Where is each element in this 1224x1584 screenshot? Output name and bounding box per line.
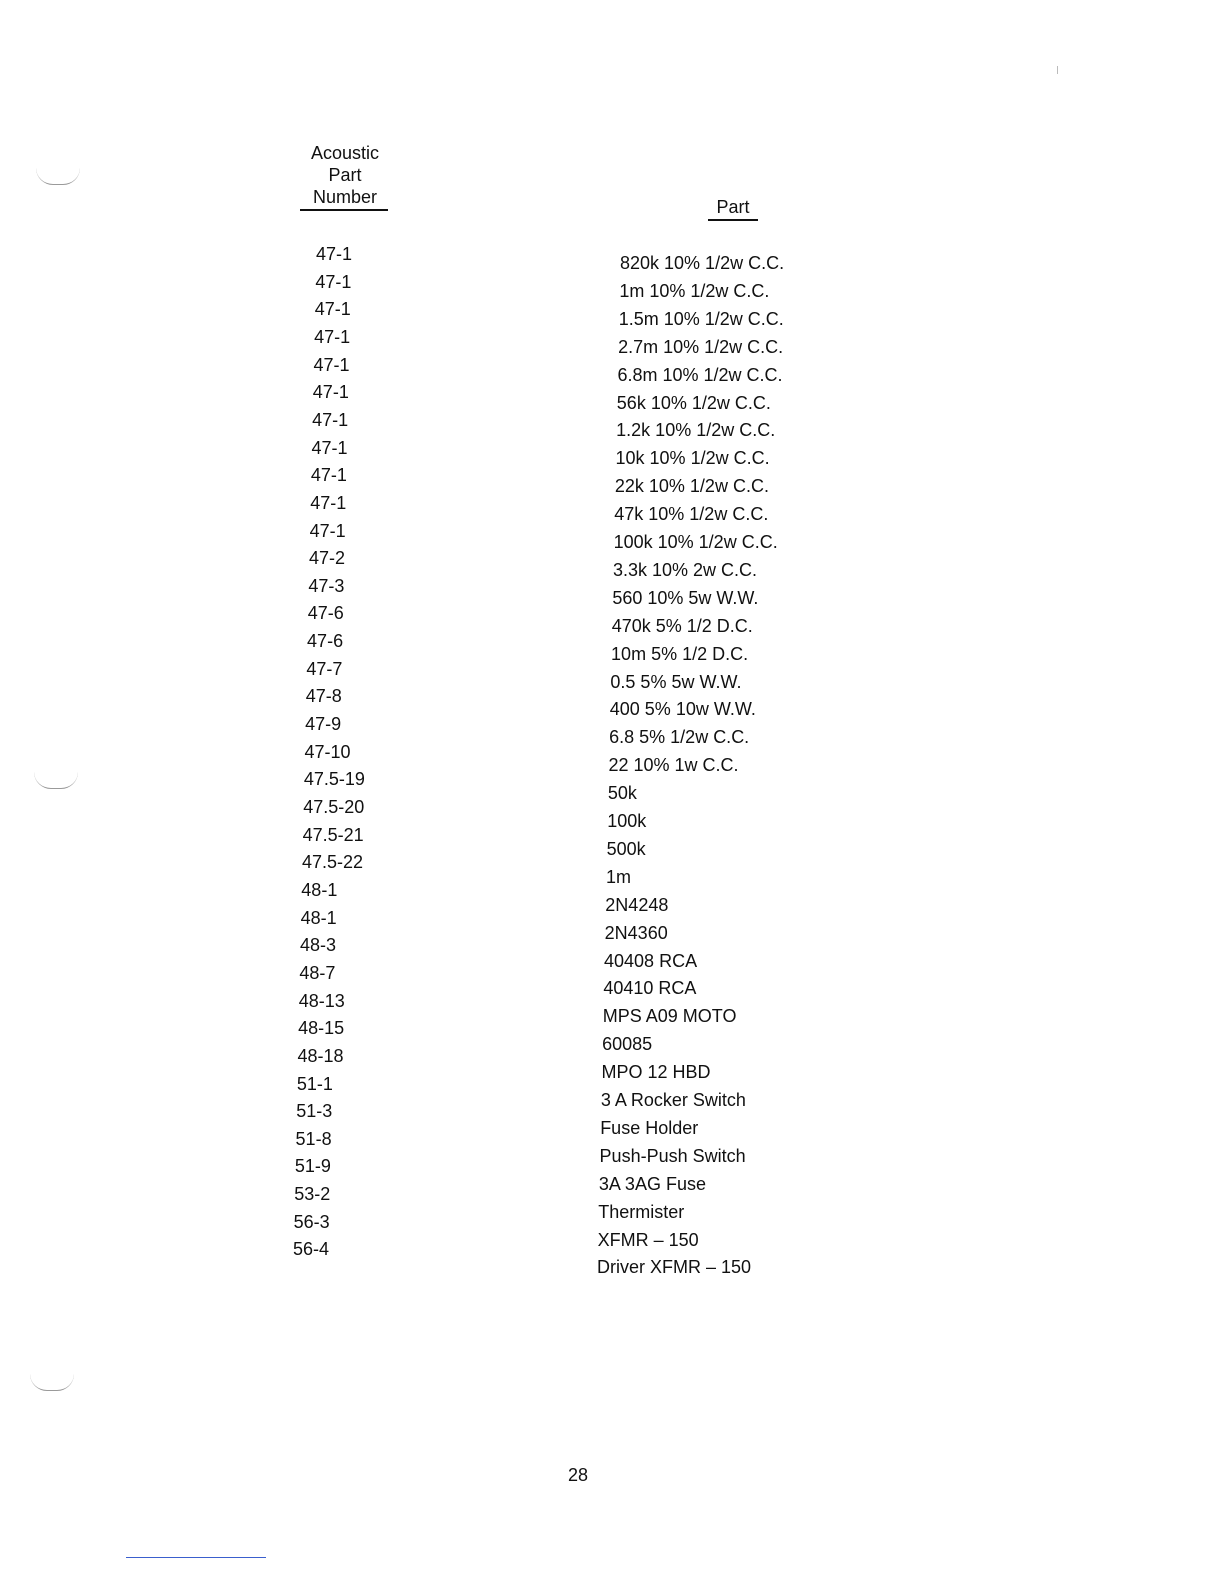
column-header-part-number	[300, 142, 390, 211]
part-number-cell: 48-1	[300, 907, 337, 928]
part-description-cell: 400 5% 10w W.W.	[609, 699, 756, 720]
part-number-cell: 48-15	[298, 1018, 345, 1039]
part-description-cell: 1.5m 10% 1/2w C.C.	[618, 308, 784, 329]
scan-speck	[1057, 66, 1058, 74]
header-underline-number	[300, 209, 388, 211]
part-description-cell: Push-Push Switch	[599, 1145, 746, 1166]
part-description-cell: 56k 10% 1/2w C.C.	[616, 392, 771, 413]
header-line-number: Number	[312, 187, 378, 207]
part-description-cell: 560 10% 5w W.W.	[612, 587, 759, 608]
part-number-cell: 51-8	[295, 1128, 332, 1149]
part-description-cell: 3.3k 10% 2w C.C.	[612, 559, 758, 580]
part-number-cell: 47-9	[305, 714, 342, 735]
part-number-cell: 48-13	[298, 990, 345, 1011]
part-number-cell: 51-1	[296, 1073, 333, 1094]
column-header-part	[708, 196, 758, 221]
part-description-cell: 2N4360	[604, 922, 668, 943]
part-number-cell: 47.5-19	[303, 769, 365, 790]
page-number: 28	[567, 1465, 589, 1485]
part-number-cell: 47-1	[312, 409, 349, 430]
part-description-cell: Driver XFMR – 150	[597, 1257, 752, 1278]
part-number-cell: 51-9	[294, 1156, 331, 1177]
part-description-cell: 6.8 5% 1/2w C.C.	[609, 727, 750, 748]
part-description-cell: 60085	[602, 1034, 653, 1055]
part-number-cell: 47.5-22	[301, 852, 363, 873]
part-number-cell: 47-1	[315, 271, 352, 292]
part-description-cell: XFMR – 150	[597, 1229, 699, 1250]
part-description-cell: MPO 12 HBD	[601, 1062, 711, 1083]
part-number-cell: 47-1	[312, 382, 349, 403]
part-description-cell: 40408 RCA	[604, 950, 698, 971]
part-number-cell: 47.5-20	[303, 797, 365, 817]
part-number-cell: 47.5-21	[302, 824, 364, 845]
part-description-cell: Fuse Holder	[600, 1117, 699, 1138]
part-number-cell: 47-1	[316, 244, 353, 264]
binder-hole-mark-bottom	[30, 1374, 74, 1391]
header-line-part-label: Part	[716, 197, 750, 217]
part-description-cell: Thermister	[598, 1201, 685, 1222]
part-description-cell: 0.5 5% 5w W.W.	[610, 671, 742, 692]
part-description-cell: 3A 3AG Fuse	[598, 1173, 706, 1194]
part-number-cell: 48-3	[300, 935, 337, 956]
part-description-cell: 10k 10% 1/2w C.C.	[615, 448, 770, 469]
part-number-cell: 48-7	[299, 962, 336, 983]
footer-rule	[126, 1557, 266, 1558]
part-number-cell: 48-18	[297, 1045, 344, 1066]
part-number-cell: 47-2	[308, 548, 345, 569]
part-number-cell: 56-4	[293, 1239, 330, 1260]
part-description-cell: 1m 10% 1/2w C.C.	[619, 280, 770, 301]
part-description-cell: 6.8m 10% 1/2w C.C.	[617, 364, 783, 385]
part-description-cell: 1m	[605, 866, 631, 887]
part-number-cell: 47-1	[310, 465, 347, 486]
part-description-cell: 820k 10% 1/2w C.C.	[620, 253, 785, 273]
part-number-cell: 47-6	[307, 603, 344, 624]
part-description-cell: 10m 5% 1/2 D.C.	[611, 643, 749, 664]
part-description-cell: 500k	[606, 838, 646, 859]
part-number-cell: 47-1	[310, 492, 347, 513]
header-line-part: Part	[328, 165, 362, 185]
part-description-cell: 47k 10% 1/2w C.C.	[614, 504, 769, 525]
binder-hole-mark-middle	[34, 772, 78, 789]
part-description-cell: 470k 5% 1/2 D.C.	[611, 615, 753, 636]
part-description-cell: 50k	[607, 783, 637, 804]
part-number-cell: 53-2	[294, 1184, 331, 1205]
part-description-cell: 100k 10% 1/2w C.C.	[613, 532, 778, 552]
part-description-cell: 1.2k 10% 1/2w C.C.	[616, 420, 776, 441]
part-number-cell: 47-1	[311, 437, 348, 458]
part-description-cell: 3 A Rocker Switch	[600, 1090, 746, 1110]
part-number-cell: 47-3	[308, 575, 345, 596]
part-description-cell: 22 10% 1w C.C.	[608, 755, 739, 776]
part-description-cell: 2.7m 10% 1/2w C.C.	[618, 336, 784, 357]
part-number-cell: 47-1	[314, 299, 351, 320]
part-number-cell: 56-3	[293, 1211, 330, 1232]
part-description-cell: 22k 10% 1/2w C.C.	[614, 476, 769, 497]
part-number-cell: 47-1	[313, 354, 350, 375]
part-number-cell: 47-10	[304, 741, 351, 762]
header-underline-part	[708, 219, 758, 221]
part-number-cell: 47-6	[307, 631, 344, 652]
part-number-cell: 48-1	[301, 879, 338, 900]
part-description-cell: MPS A09 MOTO	[602, 1006, 737, 1027]
part-number-cell: 47-1	[314, 326, 351, 347]
part-number-cell: 47-7	[306, 658, 343, 679]
part-number-cell: 51-3	[296, 1101, 333, 1122]
part-number-cell: 47-1	[309, 520, 346, 541]
header-line-acoustic: Acoustic	[310, 143, 380, 163]
binder-hole-mark-top	[36, 168, 80, 185]
part-description-cell: 2N4248	[605, 894, 669, 915]
part-number-cell: 47-8	[305, 686, 342, 707]
part-description-cell: 40410 RCA	[603, 978, 697, 999]
part-description-cell: 100k	[607, 811, 647, 831]
